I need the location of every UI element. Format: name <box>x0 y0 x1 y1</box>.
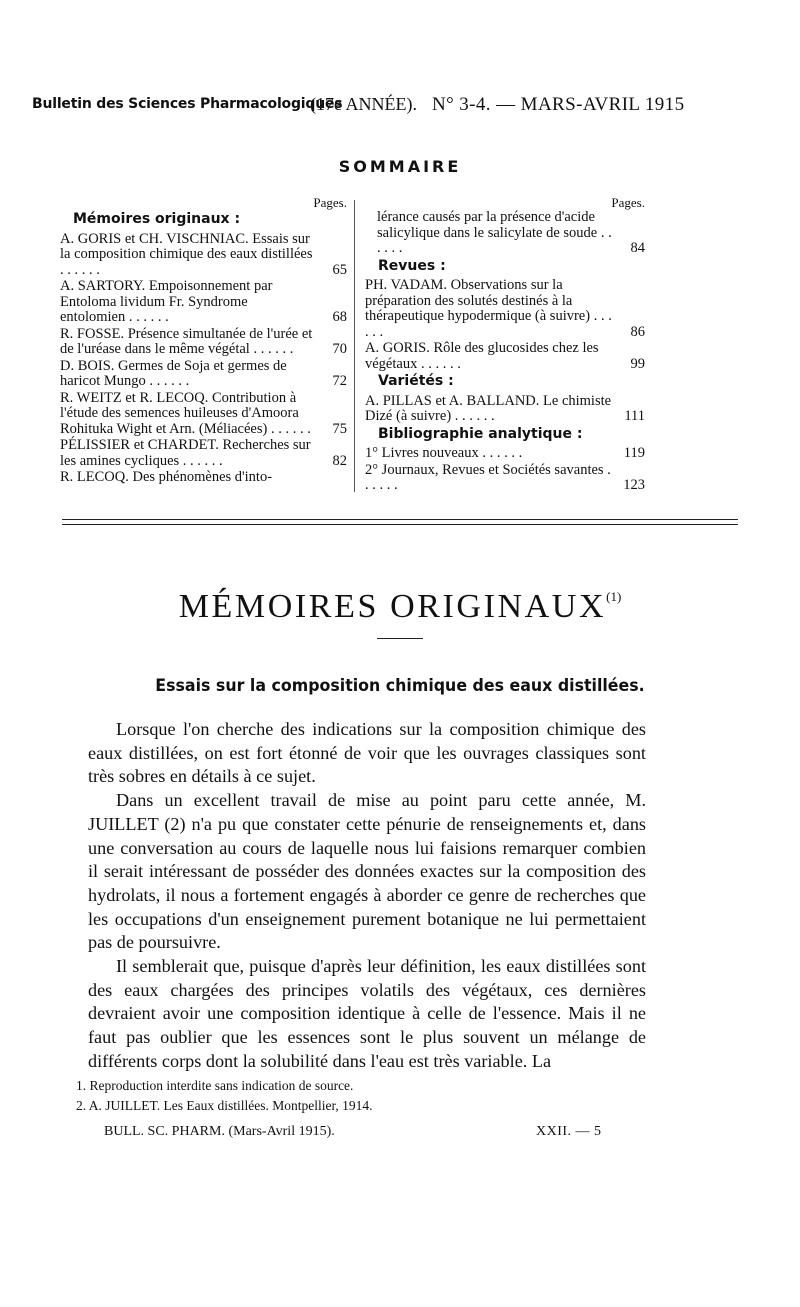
toc-entry[interactable]: PH. VADAM. Observations sur la préparation des solutés destinés à la thérapeutique hypodermique (à suivre) . . . . . . 86 <box>365 277 645 340</box>
toc-entry[interactable]: A. SARTORY. Empoisonnement par Entoloma lividum Fr. Syndrome entolomien . . . . . . 68 <box>60 278 347 325</box>
toc-pages-label: Pages. <box>313 195 347 210</box>
double-rule-bottom <box>62 524 738 525</box>
toc-column-divider <box>354 200 355 492</box>
toc-entry[interactable]: R. FOSSE. Présence simultanée de l'urée et de l'uréase dans le même végétal . . . . . . 70 <box>60 325 347 357</box>
toc-entry[interactable]: A. PILLAS et A. BALLAND. Le chimiste Dizé (à suivre) . . . . . . 111 <box>365 392 645 424</box>
toc-entry[interactable]: PÉLISSIER et CHARDET. Recherches sur les amines cycliques . . . . . . 82 <box>60 437 347 469</box>
toc-page-number: 111 <box>624 408 645 424</box>
journal-name: Bulletin des Sciences Pharmacologiques <box>32 96 343 112</box>
toc-page-number: 70 <box>332 341 347 357</box>
section-separator <box>377 638 423 639</box>
toc-section-title: Mémoires originaux : <box>73 211 241 227</box>
article-title: Essais sur la composition chimique des eaux distillées. <box>155 676 645 696</box>
toc-right-column <box>365 195 645 495</box>
article-body <box>88 718 646 1074</box>
toc-entry[interactable]: R. LECOQ. Des phénomènes d'into- <box>60 469 273 485</box>
toc-entry[interactable]: lérance causés par la présence d'acide salicylique dans le salicylate de soude . . . . . . 84 <box>377 209 645 256</box>
toc-entry[interactable]: R. WEITZ et R. LECOQ. Contribution à l'étude des semences huileuses d'Amoora Rohituka Wight et Arn. (Méliacées) . . . . . . 75 <box>60 389 347 437</box>
toc-page-number: 65 <box>332 261 347 278</box>
toc-entry[interactable]: A. GORIS et CH. VISCHNIAC. Essais sur la composition chimique des eaux distillées . . . . . . 65 <box>60 230 347 278</box>
toc-page-number: 119 <box>623 445 645 461</box>
toc-section-title: Variétés : <box>378 373 454 389</box>
footnotes <box>76 1076 656 1116</box>
toc-entry[interactable]: A. GORIS. Rôle des glucosides chez les végétaux . . . . . . 99 <box>365 340 645 372</box>
paragraph: Dans un excellent travail de mise au point paru cette année, M. JUILLET (2) n'a pu que constater cette pénurie de renseignements et, dans une conversation au cours de laquelle nous lui faisions remarquer combien il serait intéressant de posséder des données exactes sur la composition des hydrolats, il nous a fortement engagés à aborder ce genre de recherches que les occupations d'un enseignement purement botanique ne lui permettaient pas de poursuivre. <box>88 790 646 953</box>
toc-section-title: Bibliographie analytique : <box>378 425 583 442</box>
toc-page-number: 86 <box>630 323 645 340</box>
toc-page-number: 84 <box>630 240 645 256</box>
toc-entry[interactable]: 1° Livres nouveaux . . . . . . 119 <box>365 445 645 461</box>
footer-folio: XXII. — 5 <box>536 1124 602 1139</box>
toc-page-number: 68 <box>332 309 347 325</box>
sommaire-title: SOMMAIRE <box>338 157 462 176</box>
footer-citation: BULL. SC. PHARM. (Mars-Avril 1915). <box>104 1124 335 1139</box>
double-rule-top <box>62 519 738 520</box>
paragraph: Il semblerait que, puisque d'après leur définition, les eaux distillées sont des eaux chargées des principes volatils des végétaux, ces dernières devraient avoir une composition identique à celle de l'essence. Mais il ne faut pas oublier que les essences sont le plus souvent un mélange de différents corps dont la solubilité dans l'eau est très variable. La <box>88 956 646 1071</box>
toc-entry[interactable]: D. BOIS. Germes de Soja et germes de haricot Mungo . . . . . . 72 <box>60 357 347 389</box>
footnote: 2. A. JUILLET. Les Eaux distillées. Montpellier, 1914. <box>76 1098 373 1113</box>
section-title: MÉMOIRES ORIGINAUX$^{(1)}$ <box>178 588 622 625</box>
issue-number: N° 3-4. — MARS-AVRIL 1915 <box>432 94 685 115</box>
toc-pages-label: Pages. <box>611 195 645 210</box>
journal-year: (17e ANNÉE). <box>310 94 417 114</box>
toc-left-column <box>60 195 347 487</box>
footnote-ref: (1) <box>606 589 622 604</box>
footnote: 1. Reproduction interdite sans indication de source. <box>76 1078 354 1093</box>
toc-page-number: 82 <box>332 452 347 469</box>
toc-page-number: 75 <box>332 420 347 437</box>
page-footer <box>104 1124 624 1144</box>
toc-entry[interactable]: 2° Journaux, Revues et Sociétés savantes . . . . . . 123 <box>365 461 645 493</box>
toc-section-title: Revues : <box>378 257 446 274</box>
toc-page-number: 99 <box>630 355 645 372</box>
toc-page-number: 72 <box>332 373 347 389</box>
toc-page-number: 123 <box>623 477 645 493</box>
running-header <box>32 94 762 124</box>
paragraph: Lorsque l'on cherche des indications sur la composition chimique des eaux distillées, on est fort étonné de voir que les ouvrages classiques sont très sobres en détails à ce sujet. <box>88 719 646 787</box>
